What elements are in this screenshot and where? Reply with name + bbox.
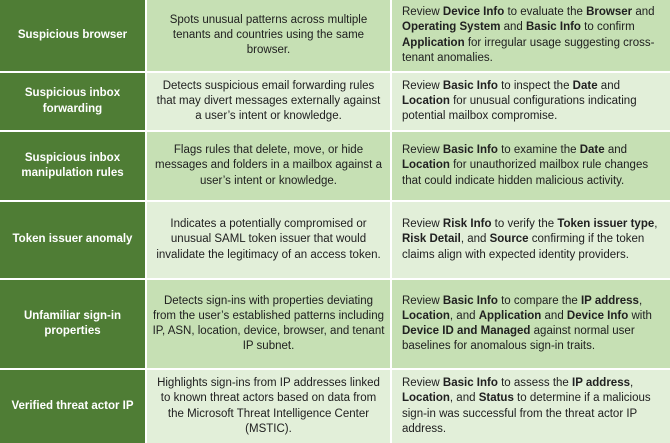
guidance-text: Review [402,79,443,92]
detection-description: Detects suspicious email forwarding rules that may divert messages externally against a user’s intent or knowledge. [156,79,381,123]
guidance-text: and [500,21,526,34]
detection-description-cell [147,202,390,278]
review-guidance-cell [392,132,670,200]
guidance-text: and [541,309,567,322]
guidance-term: Device Info [442,6,505,19]
review-guidance-cell [392,73,670,130]
guidance-text: to inspect the [497,79,573,92]
detection-description: Flags rules that delete, move, or hide messages and folders in a mailbox against a user’s intent or knowledge. [155,144,382,187]
guidance-term: Location [402,392,450,405]
detection-description-cell [147,73,390,130]
detection-name-cell [0,202,145,278]
guidance-term: Application [402,36,465,49]
detection-name-cell [0,73,145,130]
guidance-text: , [630,377,634,390]
detection-description: Detects sign-ins with properties deviating from the user’s established patterns including IP, ASN, location, device, browser, and tenant IP subnet. [152,294,385,353]
guidance-term: Location [402,159,450,172]
guidance-term: Basic Info [442,79,498,92]
detection-description: Spots unusual patterns across multiple tenants and countries using the same browser. [169,13,368,57]
guidance-term: Date [579,144,605,157]
guidance-term: Source [489,233,529,246]
guidance-text: and [632,6,655,19]
guidance-text: and [597,79,620,92]
guidance-term: Basic Info [442,294,498,307]
guidance-term: Application [478,309,542,322]
review-guidance-cell [392,370,670,443]
guidance-term: Basic Info [442,377,498,390]
review-guidance [402,294,664,355]
guidance-text: to determine if a malicious sign-in was successful from the threat actor IP address. [402,392,651,435]
guidance-term: Device Info [566,309,629,322]
detection-name-cell [0,0,145,71]
guidance-term: Basic Info [442,144,498,157]
detection-name-cell [0,132,145,200]
guidance-text: confirming if the token claims align with expected identity providers. [402,233,645,261]
detection-description-cell [147,370,390,443]
guidance-text: Review [402,6,443,19]
guidance-text: , and [460,233,490,246]
review-guidance [402,143,664,189]
guidance-text: with [628,309,652,322]
guidance-term: Device ID and Managed [402,325,531,337]
guidance-text: for irregular usage suggesting cross-tenant anomalies. [402,36,655,64]
review-guidance [402,79,664,125]
guidance-text: to confirm [580,21,635,34]
guidance-term: Token issuer type [557,218,655,231]
detection-description-cell [147,0,390,71]
guidance-text: to assess the [497,377,573,390]
guidance-text: , and [449,309,479,322]
guidance-term: Risk Detail [402,233,461,246]
detection-name: Verified threat actor IP [11,399,134,412]
guidance-term: Basic Info [526,21,581,34]
guidance-text: for unusual configurations indicating potential mailbox compromise. [402,94,637,123]
detection-name-cell [0,370,145,443]
guidance-text: to verify the [491,218,558,231]
detection-description: Indicates a potentially compromised or unusual SAML token issuer that would invalidate the legitimacy of an access token. [156,218,381,261]
guidance-text: Review [402,218,443,231]
guidance-term: Date [572,79,598,92]
detection-name: Token issuer anomaly [12,233,133,246]
guidance-text: Review [402,144,443,157]
guidance-text: Review [402,294,443,307]
detection-description-cell [147,280,390,368]
guidance-text: against normal user baselines for anomalous sign-in traits. [402,325,635,353]
review-guidance [402,5,664,66]
guidance-text: , and [449,392,479,405]
review-guidance [402,217,664,263]
guidance-text: to examine the [497,144,580,157]
detection-description-cell [147,132,390,200]
detection-name: Suspicious browser [17,28,128,41]
review-guidance-cell [392,0,670,71]
detection-name: Suspicious inbox manipulation rules [21,151,124,179]
guidance-text: , [654,218,658,231]
detection-name: Unfamiliar sign-in properties [23,309,122,337]
guidance-text: to evaluate the [504,6,587,19]
guidance-text: and [604,144,628,157]
guidance-term: Operating System [402,21,501,34]
guidance-term: IP address [572,377,630,390]
guidance-term: Location [402,94,450,107]
detection-description: Highlights sign-ins from IP addresses linked to known threat actors based on data from the Microsoft Threat Intelligence Center (MSTIC). [157,377,380,435]
guidance-term: Risk Info [442,218,492,231]
detection-name-cell [0,280,145,368]
guidance-term: Status [478,392,514,405]
guidance-term: IP address [580,294,639,307]
guidance-text: , [638,294,643,307]
guidance-text: Review [402,377,443,390]
review-guidance-cell [392,202,670,278]
guidance-text: for unauthorized mailbox rule changes that could indicate hidden malicious activity. [402,159,649,187]
guidance-text: to compare the [497,294,581,307]
guidance-term: Browser [586,6,633,19]
review-guidance-cell [392,280,670,368]
detection-name: Suspicious inbox forwarding [24,87,121,115]
guidance-term: Location [402,309,450,322]
review-guidance [402,376,664,437]
